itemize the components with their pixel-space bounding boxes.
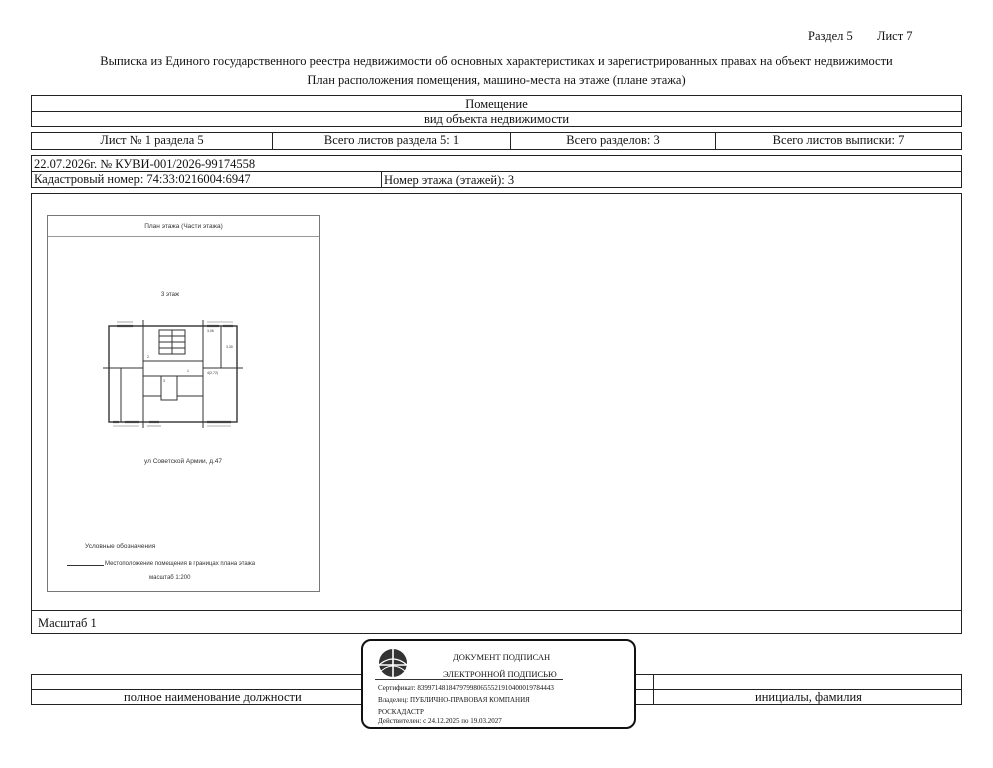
divider xyxy=(32,610,961,611)
plan-sheet-title: План этажа (Части этажа) xyxy=(144,223,223,230)
footer-divider xyxy=(653,674,654,704)
stamp-line1: ДОКУМЕНТ ПОДПИСАН xyxy=(453,652,551,662)
cadastral-number: Кадастровый номер: 74:33:0216004:6947 xyxy=(32,172,382,187)
divider xyxy=(48,236,319,237)
floor-plan-sheet xyxy=(47,215,320,592)
scale-label: Масштаб 1 xyxy=(38,616,97,630)
floor-number: Номер этажа (этажей): 3 xyxy=(384,173,515,187)
stamp-line2: ЭЛЕКТРОННОЙ ПОДПИСЬЮ xyxy=(443,669,557,679)
footer-divider xyxy=(31,674,32,704)
roskadastr-logo-icon xyxy=(377,647,409,679)
svg-text:2: 2 xyxy=(147,355,149,359)
svg-text:1: 1 xyxy=(187,369,189,373)
section-label: Раздел 5 xyxy=(808,29,853,43)
svg-text:4(2,72): 4(2,72) xyxy=(207,371,219,375)
plan-address: ул Советской Армии, д.47 xyxy=(144,458,223,465)
total-sheets-section: Всего листов раздела 5: 1 xyxy=(273,133,511,149)
signature-stamp xyxy=(361,639,636,729)
object-kind-box xyxy=(31,95,962,127)
sheets-row xyxy=(31,132,962,150)
plan-area xyxy=(31,193,962,634)
stamp-owner: Владелец: ПУБЛИЧНО-ПРАВОВАЯ КОМПАНИЯ xyxy=(378,696,530,704)
total-sheets-extract: Всего листов выписки: 7 xyxy=(772,133,905,147)
svg-text:3: 3 xyxy=(163,379,165,383)
footer-divider xyxy=(961,674,962,704)
document-title: Выписка из Единого государственного реестра недвижимости об основных характеристиках и зарегистрированных правах на объект недвижимости xyxy=(100,54,893,68)
cadastral-row xyxy=(31,171,962,188)
total-sections: Всего разделов: 3 xyxy=(511,133,716,149)
legend-title: Условные обозначения xyxy=(85,543,156,550)
stamp-certificate: Сертификат: 839971481847979980655521910400019784443 xyxy=(378,684,554,692)
position-caption: полное наименование должности xyxy=(124,690,302,704)
object-kind-value: Помещение xyxy=(465,97,528,111)
date-number: 22.07.2026г. № КУВИ-001/2026-99174558 xyxy=(34,157,256,171)
svg-text:3,06: 3,06 xyxy=(207,329,214,333)
legend-item: Местоположение помещения в границах плана этажа xyxy=(105,561,256,567)
sheet-label: Лист 7 xyxy=(877,29,913,43)
object-kind-caption: вид объекта недвижимости xyxy=(423,112,570,126)
sheet-number: Лист № 1 раздела 5 xyxy=(32,133,273,149)
svg-text:3,30: 3,30 xyxy=(226,345,233,349)
stamp-owner2: РОСКАДАСТР xyxy=(378,708,424,716)
date-number-row xyxy=(31,155,962,172)
stamp-validity: Действителен: с 24.12.2025 по 19.03.2027 xyxy=(378,717,502,725)
floor-label: 3 этаж xyxy=(161,292,179,298)
floor-plan-drawing xyxy=(103,316,243,431)
plan-scale: масштаб 1:200 xyxy=(149,575,191,581)
legend-line-symbol xyxy=(67,565,104,566)
name-caption: инициалы, фамилия xyxy=(755,690,862,704)
divider xyxy=(375,679,563,680)
plan-title: План расположения помещения, машино-места на этаже (плане этажа) xyxy=(307,73,686,87)
